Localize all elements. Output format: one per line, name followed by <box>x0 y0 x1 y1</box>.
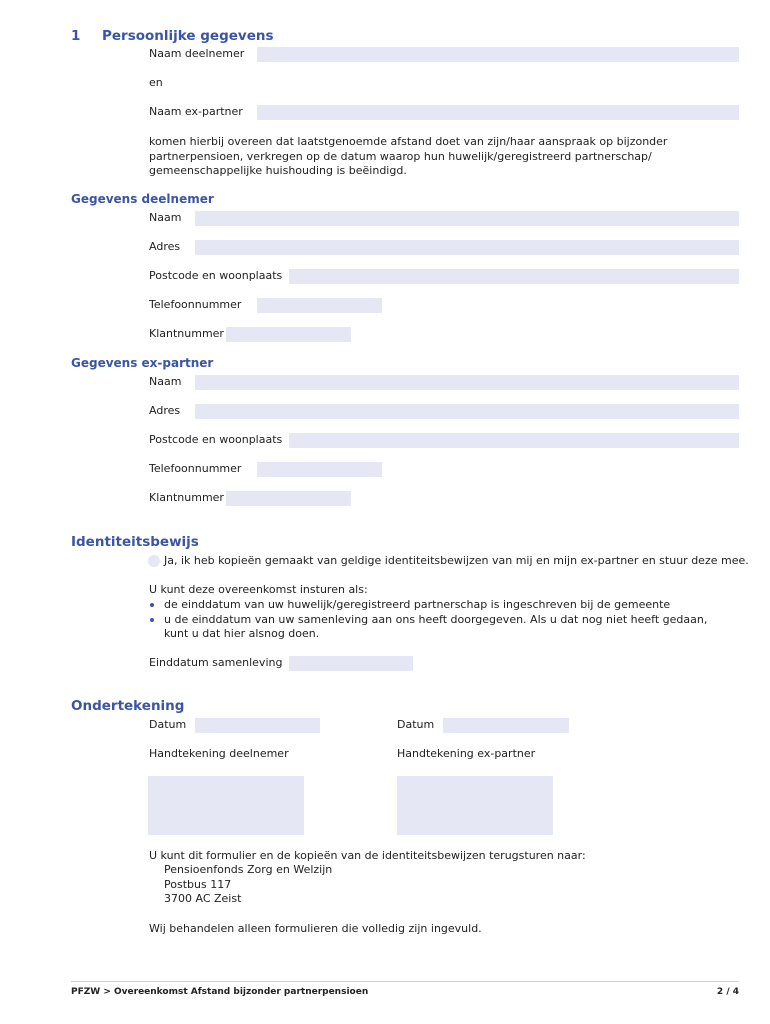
expartner-postcode-label: Postcode en woonplaats <box>149 433 283 446</box>
deelnemer-adres-field[interactable] <box>195 240 739 255</box>
section-title-personal: Persoonlijke gegevens <box>102 28 274 44</box>
deelnemer-klantnummer-label: Klantnummer <box>149 327 224 340</box>
signature-expartner-box[interactable] <box>397 776 553 835</box>
insturen-intro: U kunt deze overeenkomst insturen als: <box>149 583 368 596</box>
en-label: en <box>149 76 163 89</box>
agreement-text: komen hierbij overeen dat laatstgenoemde afstand doet van zijn/haar aanspraak op bijzonder partnerpensioen, verkregen op de datum waarop hun huwelijk/geregistreerd partnerschap/ gemeenschappelijke huishouding is beëindigd. <box>149 135 668 177</box>
expartner-adres-label: Adres <box>149 404 181 417</box>
datum-right-label: Datum <box>397 718 435 731</box>
identiteit-checkbox[interactable] <box>148 555 160 567</box>
expartner-telefoon-field[interactable] <box>257 462 382 477</box>
expartner-klantnummer-label: Klantnummer <box>149 491 224 504</box>
deelnemer-naam-label: Naam <box>149 211 182 224</box>
page-number: 2 / 4 <box>716 987 739 997</box>
return-address <box>164 863 332 907</box>
sign-deelnemer-label: Handtekening deelnemer <box>149 747 289 760</box>
footer-title: PFZW > Overeenkomst Afstand bijzonder partnerpensioen <box>71 987 369 997</box>
expartner-adres-field[interactable] <box>195 404 739 419</box>
bullet-item: u de einddatum van uw samenleving aan ons heeft doorgegeven. Als u dat nog niet heeft gedaan, kunt u dat hier alsnog doen. <box>148 613 733 642</box>
insturen-bullets <box>148 598 733 642</box>
naam-expartner-field[interactable] <box>257 105 739 120</box>
footer-divider <box>71 981 739 982</box>
datum-right-field[interactable] <box>443 718 569 733</box>
einddatum-field[interactable] <box>289 656 413 671</box>
deelnemer-adres-label: Adres <box>149 240 181 253</box>
deelnemer-naam-field[interactable] <box>195 211 739 226</box>
deelnemer-telefoon-label: Telefoonnummer <box>149 298 242 311</box>
identiteit-checkbox-label: Ja, ik heb kopieën gemaakt van geldige identiteitsbewijzen van mij en mijn ex-partner en stuur deze mee. <box>164 554 749 567</box>
naam-deelnemer-field[interactable] <box>257 47 739 62</box>
expartner-naam-label: Naam <box>149 375 182 388</box>
bullet-item: de einddatum van uw huwelijk/geregistreerd partnerschap is ingeschreven bij de gemeente <box>148 598 733 613</box>
section-title-ondertekening: Ondertekening <box>71 698 185 714</box>
section-title-expartner: Gegevens ex-partner <box>71 356 214 370</box>
section-number: 1 <box>71 28 81 44</box>
closing-text: Wij behandelen alleen formulieren die volledig zijn ingevuld. <box>149 922 482 935</box>
expartner-postcode-field[interactable] <box>289 433 739 448</box>
einddatum-label: Einddatum samenleving <box>149 656 283 669</box>
naam-expartner-label: Naam ex-partner <box>149 105 243 118</box>
datum-left-label: Datum <box>149 718 187 731</box>
expartner-klantnummer-field[interactable] <box>226 491 351 506</box>
deelnemer-postcode-field[interactable] <box>289 269 739 284</box>
address-line: 3700 AC Zeist <box>164 892 242 905</box>
section-title-deelnemer: Gegevens deelnemer <box>71 192 214 206</box>
address-line: Postbus 117 <box>164 877 232 891</box>
signature-deelnemer-box[interactable] <box>148 776 304 835</box>
address-line: Pensioenfonds Zorg en Welzijn <box>164 863 333 876</box>
expartner-naam-field[interactable] <box>195 375 739 390</box>
datum-left-field[interactable] <box>195 718 320 733</box>
deelnemer-klantnummer-field[interactable] <box>226 327 351 342</box>
deelnemer-postcode-label: Postcode en woonplaats <box>149 269 283 282</box>
naam-deelnemer-label: Naam deelnemer <box>149 47 245 60</box>
deelnemer-telefoon-field[interactable] <box>257 298 382 313</box>
sign-expartner-label: Handtekening ex-partner <box>397 747 536 760</box>
return-intro: U kunt dit formulier en de kopieën van de identiteitsbewijzen terugsturen naar: <box>149 849 586 862</box>
section-title-identiteit: Identiteitsbewijs <box>71 534 199 550</box>
expartner-telefoon-label: Telefoonnummer <box>149 462 242 475</box>
